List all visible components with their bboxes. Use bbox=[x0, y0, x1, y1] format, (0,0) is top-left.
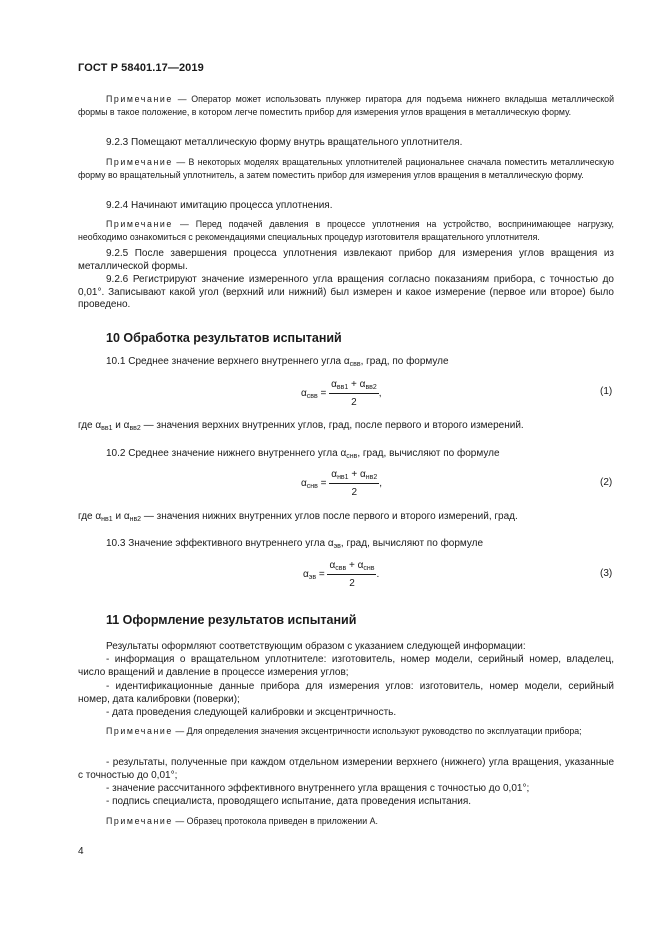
section-10-title: 10 Обработка результатов испытаний bbox=[106, 331, 342, 345]
note-text: — Образец протокола приведен в приложении А. bbox=[175, 816, 378, 826]
formula-3: $\alpha_{эв}$ = $\frac{\alpha_{свв} + \alpha_{снв}}{2}$ . bbox=[303, 560, 380, 589]
note-text: — Перед подачей давления в процессе уплотнения на устройство, воспринимающее нагрузку, необходимо ознакомиться с рекомендациями специальных процедур изготовителя вращательного уплотнителя. bbox=[78, 219, 614, 242]
note-label: Примечание bbox=[106, 219, 173, 229]
para-9-2-3: 9.2.3 Помещают металлическую форму внутрь вращательного уплотнителя. bbox=[106, 137, 463, 148]
list-item: - информация о вращательном уплотнителе: изготовитель, номер модели, серийный номер, владелец, число вращений и давление в процессе измерения углов; bbox=[78, 654, 614, 678]
equation-number-1: (1) bbox=[600, 386, 613, 397]
note-mold-placement bbox=[78, 156, 614, 181]
note-label: Примечание bbox=[106, 816, 173, 826]
formula-1-fraction: $\frac{\alpha_{вв1} + \alpha_{вв2}}{2}$ bbox=[331, 379, 377, 408]
note-label: Примечание bbox=[106, 726, 173, 736]
para-10-3: 10.3 Значение эффективного внутреннего угла $\alpha_{эв}$, град, вычисляют по формуле bbox=[106, 538, 484, 550]
formula-1: $\alpha_{свв}$ = $\frac{\alpha_{вв1} + \alpha_{вв2}}{2}$ , bbox=[301, 379, 382, 408]
where-clause-1: где $\alpha_{вв1}$ и $\alpha_{вв2}$ — значения верхних внутренних углов, град, после первого и второго измерений. bbox=[78, 420, 524, 432]
section-11-intro: Результаты оформляют соответствующим образом с указанием следующей информации: bbox=[106, 641, 526, 652]
note-text: — В некоторых моделях вращательных уплотнителей рациональнее сначала поместить металлическую форму во вращательный уплотнитель, а затем поместить прибор для измерения углов вращения в металлическую форму. bbox=[78, 157, 614, 180]
formula-2-fraction: $\frac{\alpha_{нв1} + \alpha_{нв2}}{2}$ bbox=[331, 469, 378, 498]
section-11-title: 11 Оформление результатов испытаний bbox=[106, 613, 357, 627]
list-item: - результаты, полученные при каждом отдельном измерении верхнего (нижнего) угла вращения, указанные с точностью до 0,01°; bbox=[78, 757, 614, 781]
note-label: Примечание bbox=[106, 157, 173, 167]
where-clause-2: где $\alpha_{нв1}$ и $\alpha_{нв2}$ — значения нижних внутренних углов после первого и второго измерений, град. bbox=[78, 511, 518, 523]
note-text: — Для определения значения эксцентричности используют руководство по эксплуатации прибора; bbox=[175, 726, 582, 736]
page-number: 4 bbox=[78, 846, 84, 857]
alpha-symbol: α bbox=[343, 356, 350, 367]
para-9-2-6: 9.2.6 Регистрируют значение измеренного угла вращения согласно показаниям прибора, с точностью до 0,01°. Записывают какой угол (верхний или нижний) был измерен и какое измерение (первое или второе) было проведено. bbox=[78, 274, 614, 311]
para-10-1: 10.1 Среднее значение верхнего внутреннего угла $\alpha_{свв}$, град, по формуле bbox=[106, 356, 449, 368]
note-pressure bbox=[78, 218, 614, 243]
list-item: - подпись специалиста, проводящего испытание, дата проведения испытания. bbox=[106, 796, 472, 807]
equation-number-3: (3) bbox=[600, 568, 613, 579]
note-text: — Оператор может использовать плунжер гиратора для подъема нижнего вкладыша металлической формы в такое положение, в котором легче поместить прибор для измерения углов вращения в металлическую форму. bbox=[78, 94, 614, 117]
para-9-2-5: 9.2.5 После завершения процесса уплотнения извлекают прибор для измерения углов вращения из металлической формы. bbox=[78, 248, 614, 272]
formula-2: $\alpha_{снв}$ = $\frac{\alpha_{нв1} + \alpha_{нв2}}{2}$ , bbox=[301, 469, 382, 498]
para-9-2-4: 9.2.4 Начинают имитацию процесса уплотнения. bbox=[106, 200, 333, 211]
note-eccentricity bbox=[78, 725, 614, 738]
formula-3-fraction: $\frac{\alpha_{свв} + \alpha_{снв}}{2}$ bbox=[329, 560, 375, 589]
note-protocol-sample bbox=[78, 815, 614, 828]
note-label: Примечание bbox=[106, 94, 173, 104]
para-10-2: 10.2 Среднее значение нижнего внутреннего угла $\alpha_{снв}$, град, вычисляют по формуле bbox=[106, 448, 500, 460]
list-item: - идентификационные данные прибора для измерения углов: изготовитель, номер модели, серийный номер, дата калибровки (поверки); bbox=[78, 681, 614, 705]
list-item: - значение рассчитанного эффективного внутреннего угла вращения с точностью до 0,01°; bbox=[106, 783, 530, 794]
list-item: - дата проведения следующей калибровки и эксцентричность. bbox=[106, 707, 397, 718]
equation-number-2: (2) bbox=[600, 477, 613, 488]
standard-id: ГОСТ Р 58401.17—2019 bbox=[78, 62, 204, 74]
note-gyrator-plunger bbox=[78, 93, 614, 118]
